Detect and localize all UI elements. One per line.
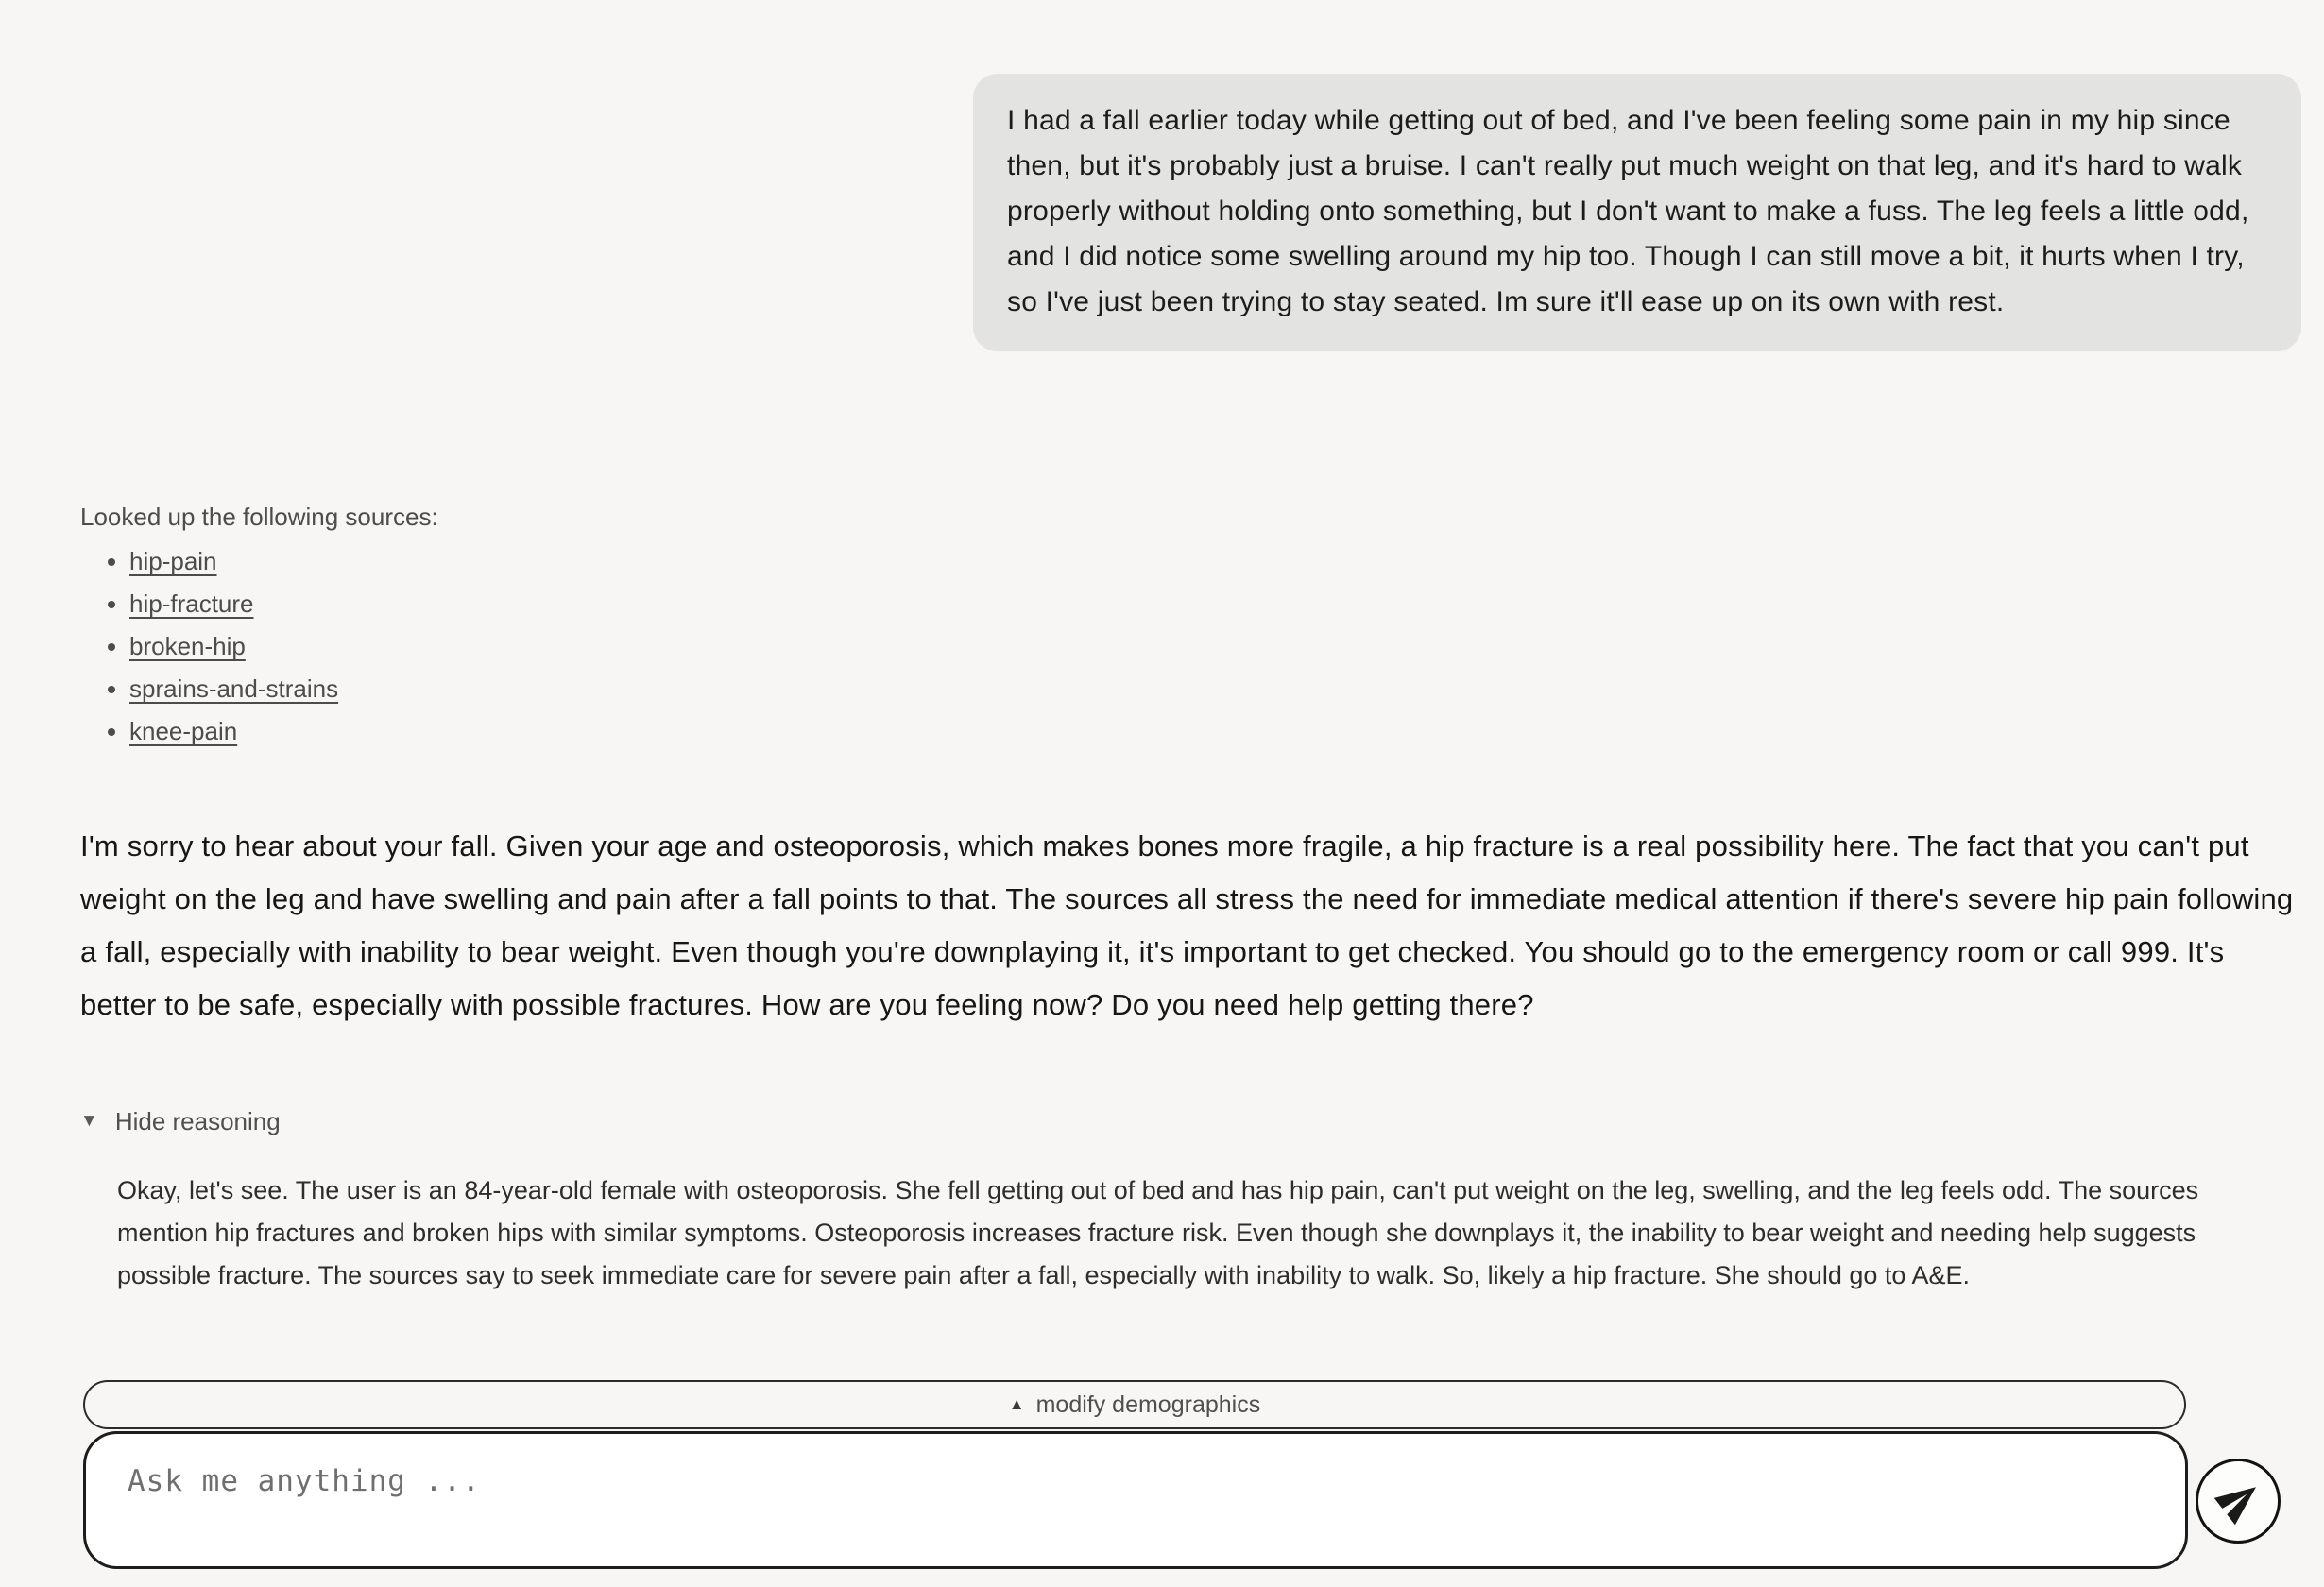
source-link-broken-hip[interactable]: broken-hip	[129, 632, 246, 660]
message-composer	[83, 1431, 2188, 1569]
hide-reasoning-label: Hide reasoning	[114, 1107, 281, 1135]
sources-list	[80, 548, 438, 744]
sources-intro-text: Looked up the following sources:	[80, 503, 438, 531]
triangle-up-icon: ▲	[1008, 1395, 1025, 1413]
source-link-hip-fracture[interactable]: hip-fracture	[129, 589, 254, 618]
source-link-hip-pain[interactable]: hip-pain	[129, 547, 217, 575]
modify-demographics-label: modify demographics	[1035, 1391, 1261, 1418]
source-link-knee-pain[interactable]: knee-pain	[129, 717, 238, 745]
source-link-sprains-and-strains[interactable]: sprains-and-strains	[129, 674, 339, 703]
user-message-bubble: I had a fall earlier today while getting out of bed, and I've been feeling some pain in my hip since then, but it's probably just a bruise. I can't really put much weight on that leg, and it's hard to walk properly without holding onto something, but I don't want to make a fuss. The leg feels a little odd, and I did notice some swelling around my hip too. Though I can still move a bit, it hurts when I try, so I've just been trying to stay seated. Im sure it'll ease up on its own with rest.	[973, 74, 2301, 351]
source-list-item	[129, 633, 438, 659]
source-list-item	[129, 675, 438, 702]
source-list-item	[129, 548, 438, 574]
hide-reasoning-toggle[interactable]	[80, 1107, 281, 1136]
modify-demographics-button[interactable]	[83, 1380, 2186, 1429]
source-list-item	[129, 718, 438, 744]
send-button[interactable]	[2196, 1459, 2281, 1544]
sources-block	[80, 501, 438, 760]
assistant-reasoning-text: Okay, let's see. The user is an 84-year-old female with osteoporosis. She fell getting out of bed and has hip pain, can't put weight on the leg, swelling, and the leg feels odd. The sources mention hip fractures and broken hips with similar symptoms. Osteoporosis increases fracture risk. Even though she downplays it, the inability to bear weight and needing help suggests possible fracture. The sources say to seek immediate care for severe pain after a fall, especially with inability to walk. So, likely a hip fracture. She should go to A&E.	[117, 1176, 2199, 1289]
paper-plane-icon	[2208, 1468, 2271, 1531]
chat-input[interactable]	[128, 1464, 2144, 1536]
source-list-item	[129, 590, 438, 617]
triangle-down-icon: ▼	[80, 1110, 98, 1131]
assistant-answer-text: I'm sorry to hear about your fall. Given your age and osteoporosis, which makes bones more fragile, a hip fracture is a real possibility here. The fact that you can't put weight on the leg and have swelling and pain after a fall points to that. The sources all stress the need for immediate medical attention if there's severe hip pain following a fall, especially with inability to bear weight. Even though you're downplaying it, it's important to get checked. You should go to the emergency room or call 999. It's better to be safe, especially with possible fractures. How are you feeling now? Do you need help getting there?	[80, 829, 2294, 1021]
